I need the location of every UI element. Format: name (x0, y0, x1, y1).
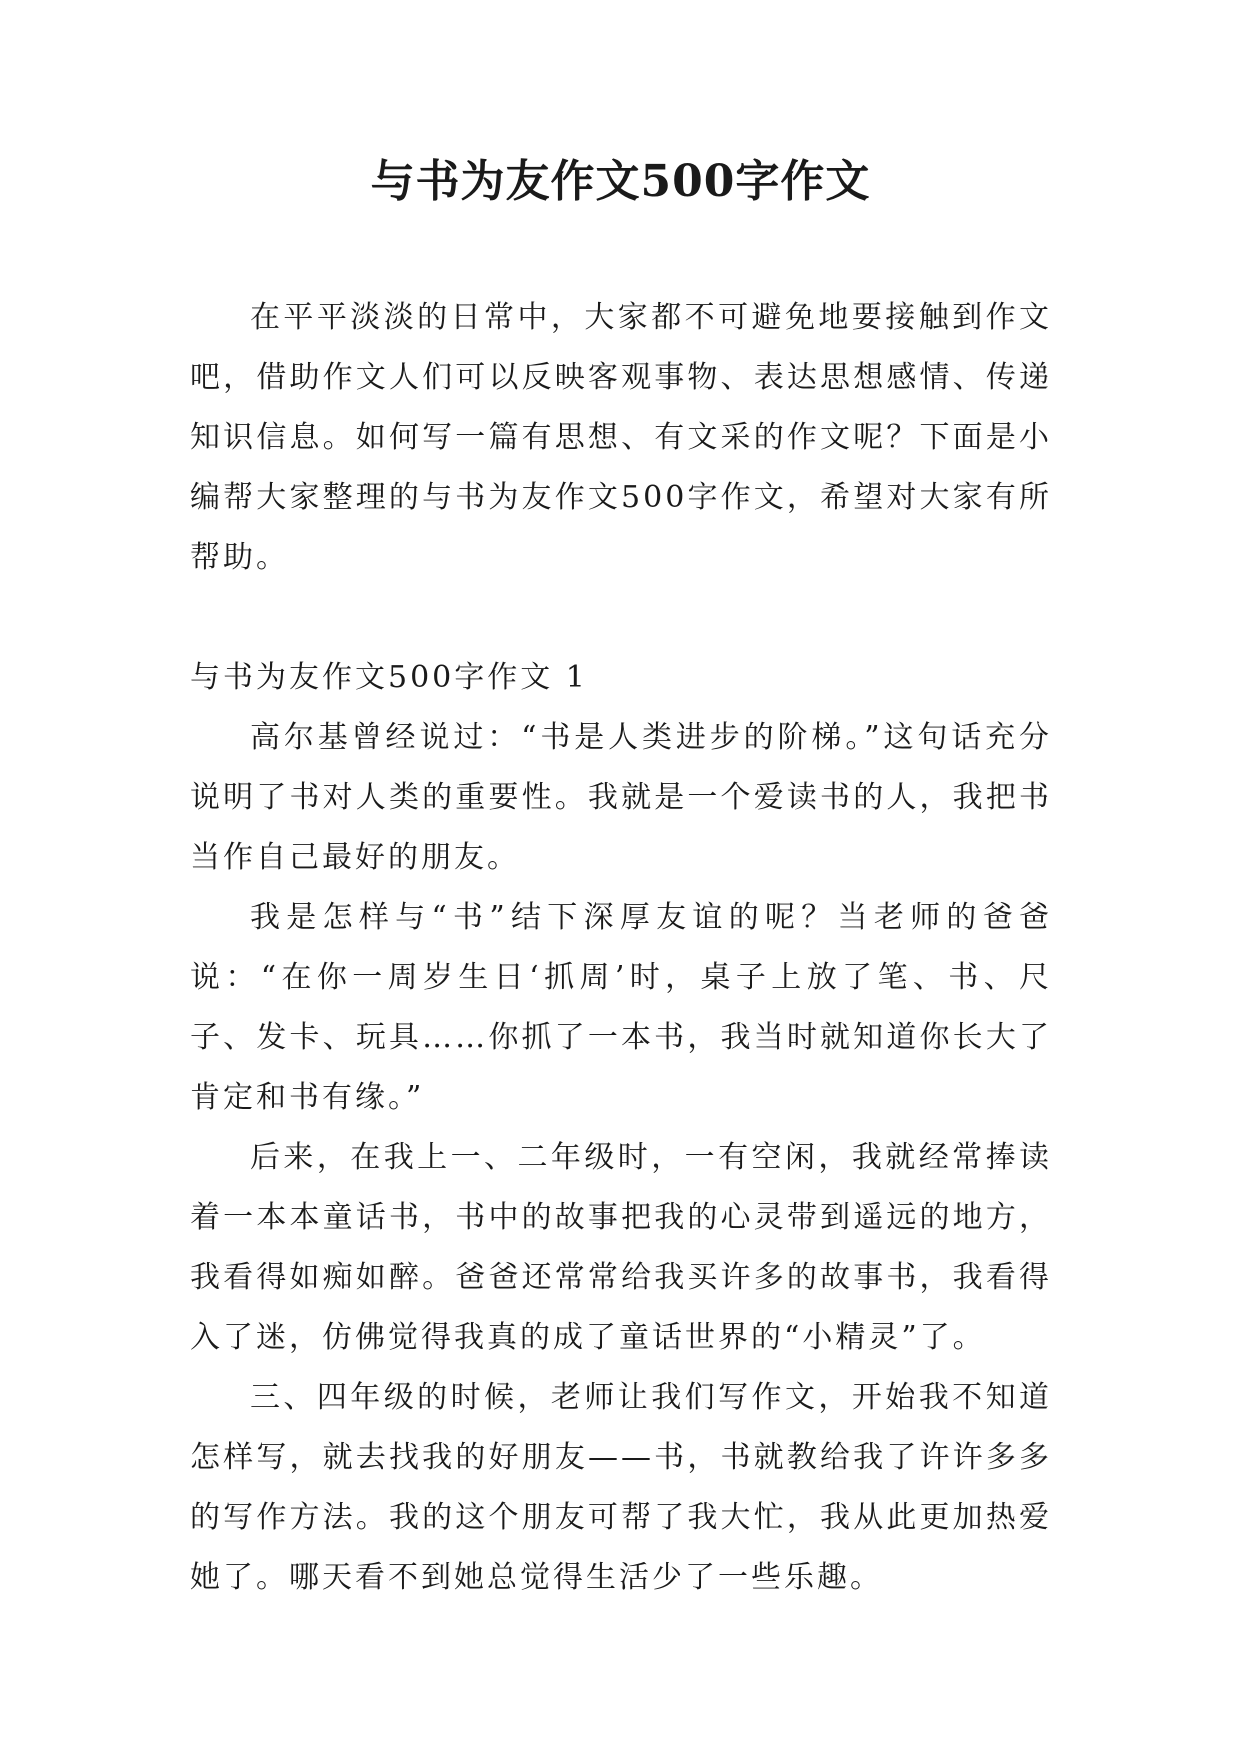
intro-paragraph: 在平平淡淡的日常中，大家都不可避免地要接触到作文吧，借助作文人们可以反映客观事物、表达思想感情、传递知识信息。如何写一篇有思想、有文采的作文呢？下面是小编帮大家整理的与书为友作文500字作文，希望对大家有所帮助。 (190, 300, 1052, 575)
document-title: 与书为友作文500字作文 (370, 156, 871, 207)
body-paragraph-3: 后来，在我上一、二年级时，一有空闲，我就经常捧读着一本本童话书，书中的故事把我的心灵带到遥远的地方，我看得如痴如醉。爸爸还常常给我买许多的故事书，我看得入了迷，仿佛觉得我真的成了童话世界的“小精灵”了。 (190, 1140, 1052, 1355)
document-body (190, 288, 1052, 1608)
section-heading: 与书为友作文500字作文 1 (190, 660, 588, 695)
body-paragraph-2: 我是怎样与“书”结下深厚友谊的呢？当老师的爸爸说：“在你一周岁生日‘抓周’时，桌子上放了笔、书、尺子、发卡、玩具……你抓了一本书，我当时就知道你长大了肯定和书有缘。” (190, 900, 1052, 1115)
body-paragraph-1: 高尔基曾经说过：“书是人类进步的阶梯。”这句话充分说明了书对人类的重要性。我就是一个爱读书的人，我把书当作自己最好的朋友。 (190, 720, 1052, 875)
body-paragraph-4: 三、四年级的时候，老师让我们写作文，开始我不知道怎样写，就去找我的好朋友——书，书就教给我了许许多多的写作方法。我的这个朋友可帮了我大忙，我从此更加热爱她了。哪天看不到她总觉得生活少了一些乐趣。 (190, 1380, 1052, 1595)
